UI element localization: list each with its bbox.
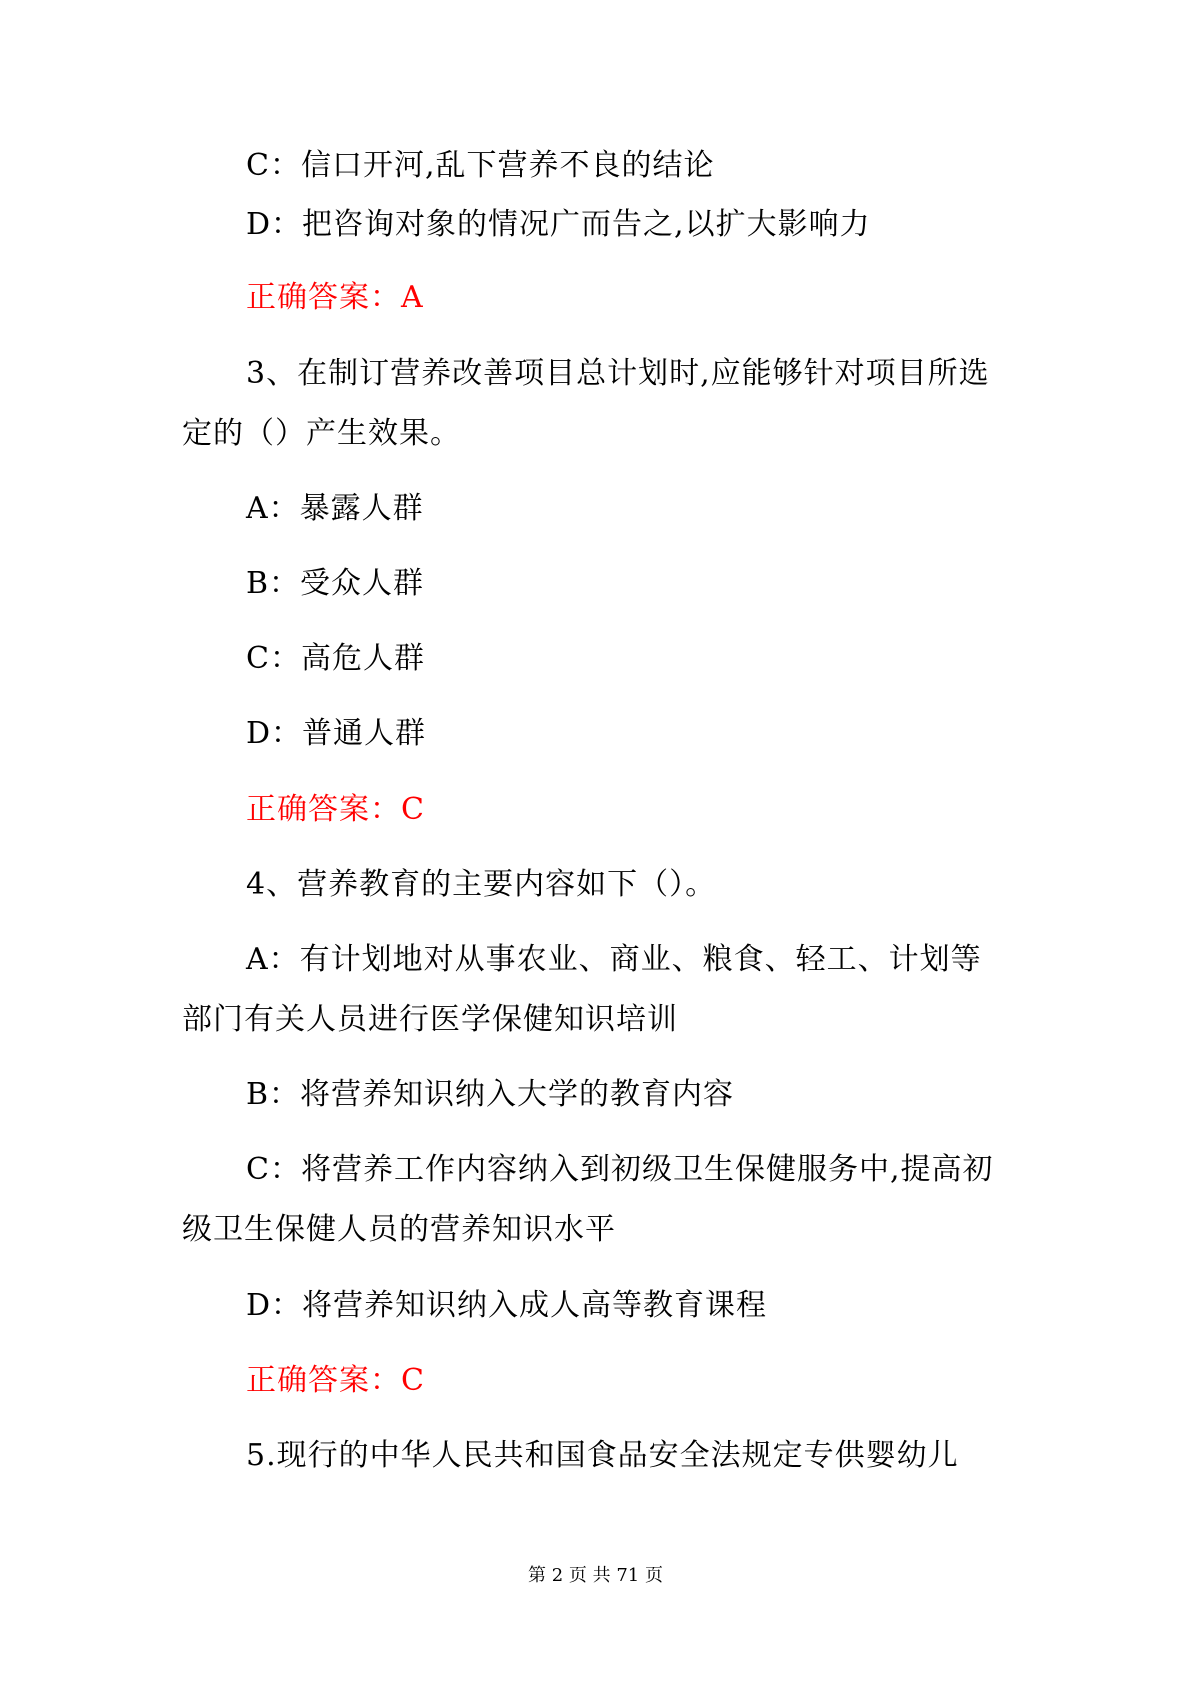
page-number-footer: 第 2 页 共 71 页 bbox=[528, 1565, 663, 1586]
option-a-line-2: 部门有关人员进行医学保健知识培训 bbox=[182, 1002, 678, 1037]
question-3-line-1: 3、在制订营养改善项目总计划时,应能够针对项目所选 bbox=[246, 356, 990, 391]
question-5-line-1: 5.现行的中华人民共和国食品安全法规定专供婴幼儿 bbox=[246, 1438, 959, 1473]
option-c-line: C：高危人群 bbox=[246, 641, 425, 676]
correct-answer: 正确答案：C bbox=[246, 792, 425, 827]
option-b-line: B：将营养知识纳入大学的教育内容 bbox=[246, 1077, 735, 1112]
correct-answer: 正确答案：C bbox=[246, 1363, 425, 1398]
question-3-line-2: 定的（）产生效果。 bbox=[182, 416, 461, 451]
option-c-line-1: C：将营养工作内容纳入到初级卫生保健服务中,提高初 bbox=[246, 1152, 994, 1187]
option-d-line: D：普通人群 bbox=[246, 716, 427, 751]
option-d-line: D：将营养知识纳入成人高等教育课程 bbox=[246, 1288, 768, 1323]
option-a-line-1: A：有计划地对从事农业、商业、粮食、轻工、计划等 bbox=[246, 942, 982, 977]
option-d-line: D：把咨询对象的情况广而告之,以扩大影响力 bbox=[246, 207, 871, 242]
option-c-line: C：信口开河,乱下营养不良的结论 bbox=[246, 148, 715, 183]
correct-answer: 正确答案：A bbox=[246, 280, 424, 315]
option-b-line: B：受众人群 bbox=[246, 566, 425, 601]
option-c-line-2: 级卫生保健人员的营养知识水平 bbox=[182, 1212, 616, 1247]
question-4-line-1: 4、营养教育的主要内容如下（）。 bbox=[246, 867, 717, 902]
option-a-line: A：暴露人群 bbox=[246, 491, 424, 526]
